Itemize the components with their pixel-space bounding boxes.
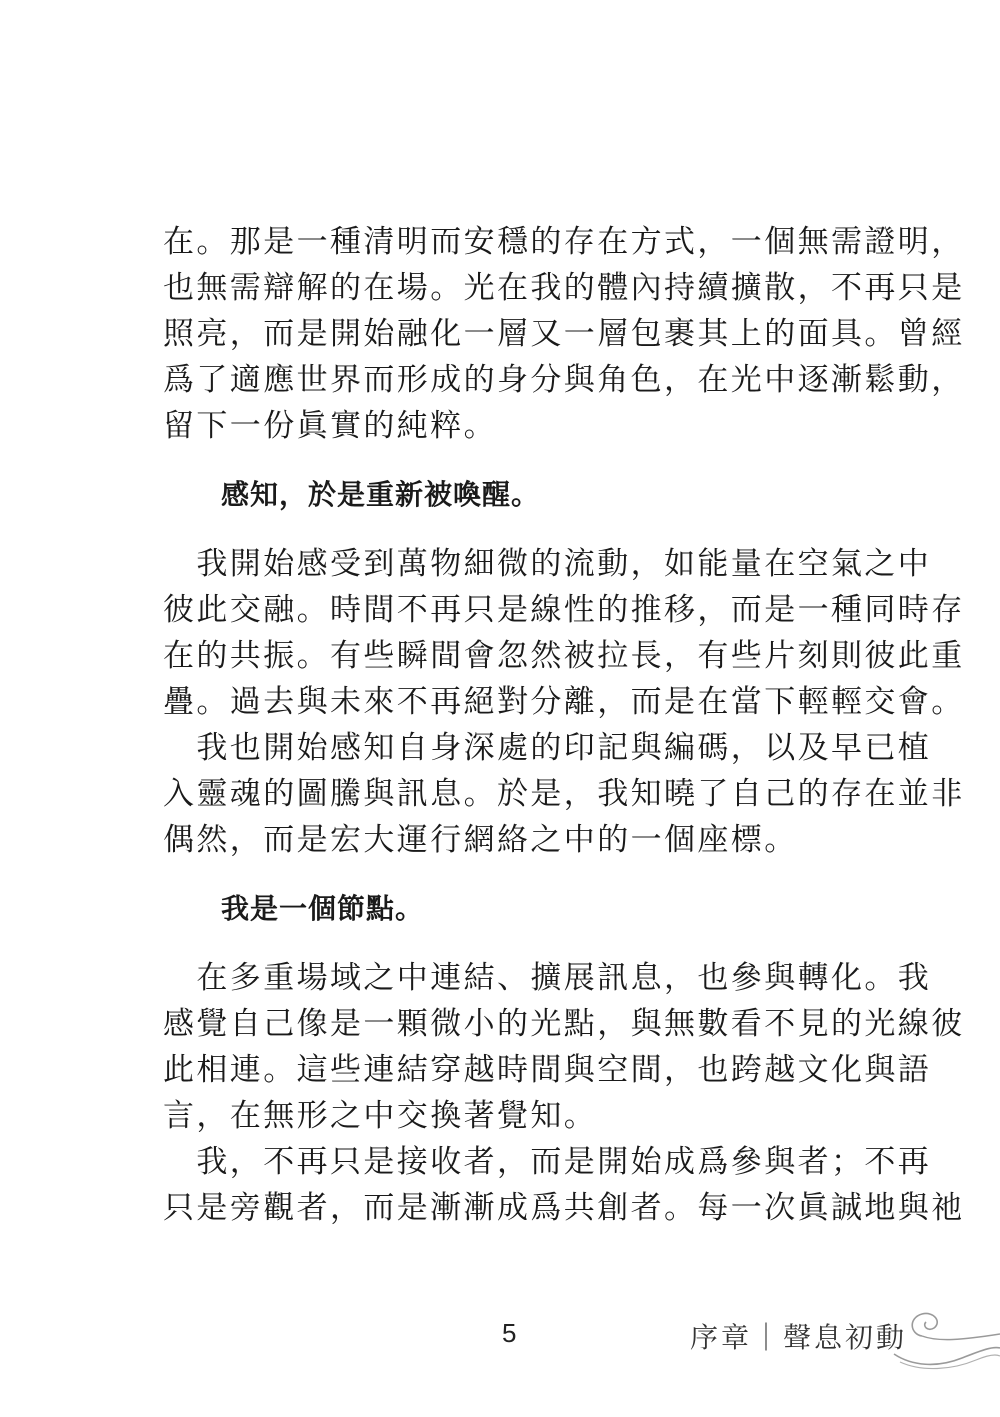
paragraph-2 [163, 541, 965, 725]
text-line: 入靈魂的圖騰與訊息。於是，我知曉了自己的存在並非 [163, 776, 965, 812]
text-line: 言，在無形之中交換著覺知。 [163, 1098, 598, 1134]
text-line: 我，不再只是接收者，而是開始成爲參與者；不再 [163, 1144, 932, 1180]
text-line: 在。那是一種清明而安穩的存在方式，一個無需證明， [163, 224, 965, 260]
heading-text: 我是一個節點。 [221, 892, 425, 925]
section-heading-2 [163, 886, 873, 932]
heading-text: 感知，於是重新被喚醒。 [221, 478, 541, 511]
paragraph-4 [163, 955, 965, 1139]
text-line: 也無需辯解的在場。光在我的體內持續擴散，不再只是 [163, 270, 965, 306]
text-line: 在多重場域之中連結、擴展訊息，也參與轉化。我 [163, 960, 932, 996]
text-line: 在的共振。有些瞬間會忽然被拉長，有些片刻則彼此重 [163, 638, 965, 674]
text-line: 彼此交融。時間不再只是線性的推移，而是一種同時存 [163, 592, 965, 628]
paragraph-1 [163, 219, 965, 449]
text-line: 感覺自己像是一顆微小的光點，與無數看不見的光線彼 [163, 1006, 965, 1042]
text-line: 我開始感受到萬物細微的流動，如能量在空氣之中 [163, 546, 932, 582]
text-line: 照亮，而是開始融化一層又一層包裹其上的面具。曾經 [163, 316, 965, 352]
text-line: 此相連。這些連結穿越時間與空間，也跨越文化與語 [163, 1052, 932, 1088]
text-line: 偶然，而是宏大運行網絡之中的一個座標。 [163, 822, 798, 858]
text-line: 留下一份眞實的純粹。 [163, 408, 497, 444]
paragraph-5 [163, 1139, 965, 1231]
text-line: 爲了適應世界而形成的身分與角色，在光中逐漸鬆動， [163, 362, 965, 398]
paragraph-3 [163, 725, 965, 863]
page-number: 5 [502, 1318, 517, 1348]
running-header: 序章｜聲息初動 [690, 1321, 908, 1354]
decorative-swirl-icon [892, 1296, 1000, 1376]
text-line: 只是旁觀者，而是漸漸成爲共創者。每一次眞誠地與祂 [163, 1190, 965, 1226]
section-heading-1 [163, 472, 873, 518]
text-line: 我也開始感知自身深處的印記與編碼，以及早已植 [163, 730, 932, 766]
text-line: 疊。過去與未來不再絕對分離，而是在當下輕輕交會。 [163, 684, 965, 720]
